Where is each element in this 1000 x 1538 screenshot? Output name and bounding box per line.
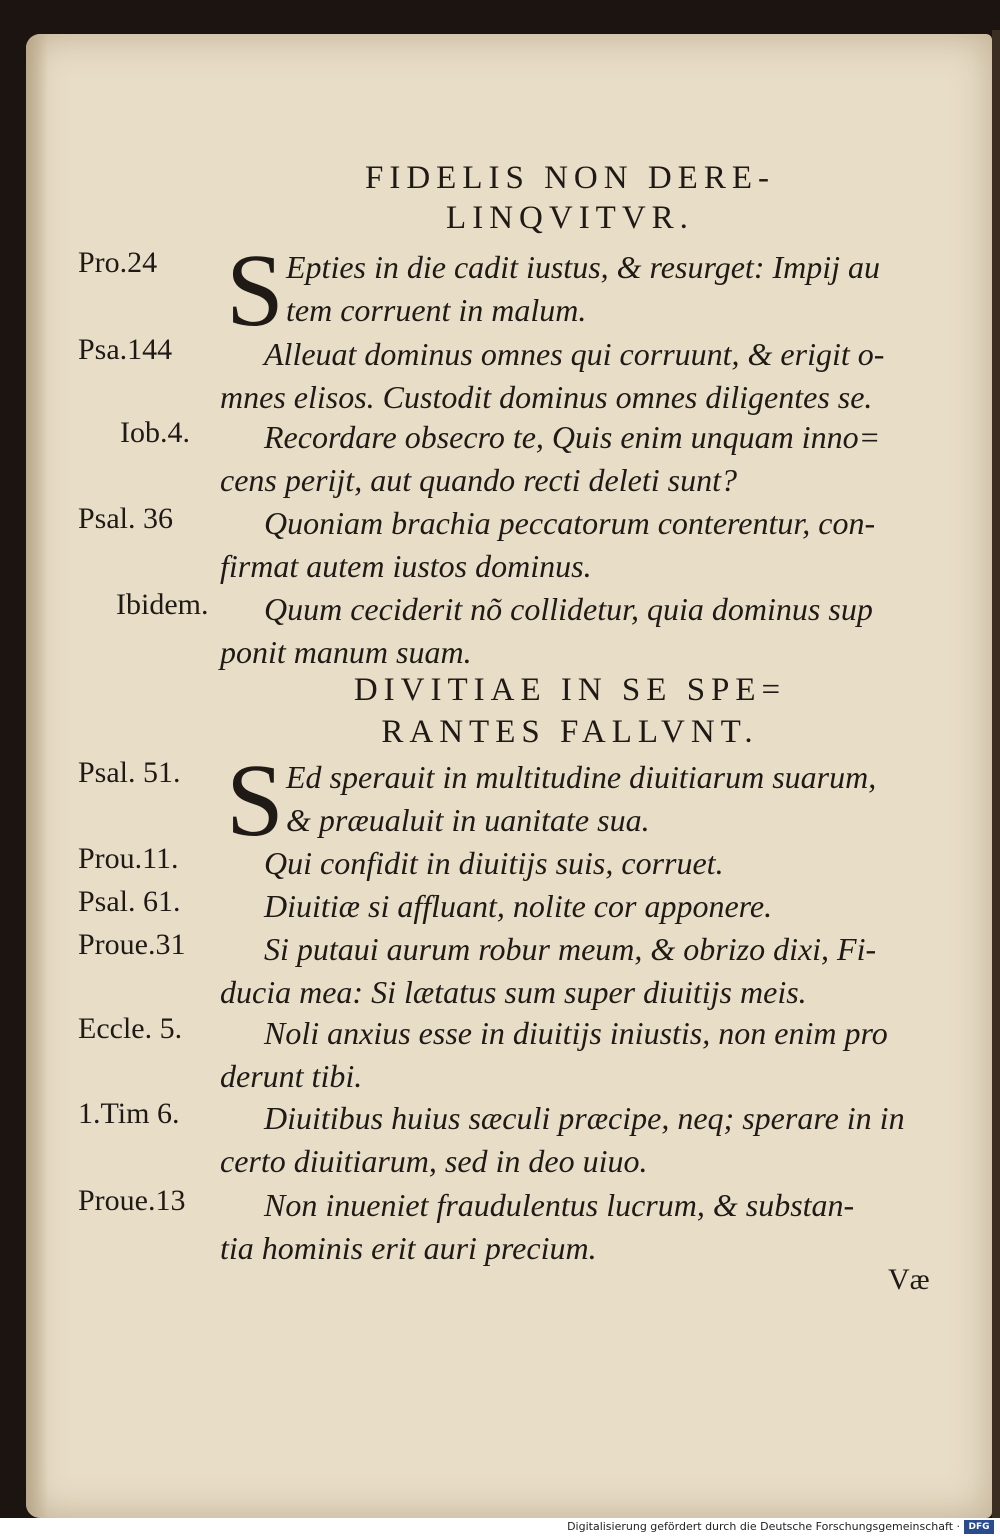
- marginal-reference: Iob.4.: [120, 416, 190, 449]
- verse-line: Diuitiæ si affluant, nolite cor apponere.: [264, 888, 773, 924]
- verse-text: [220, 416, 960, 502]
- section-heading-line-1: FIDELIS NON DERE-: [365, 160, 775, 196]
- verse-line: Quoniam brachia peccatorum conterentur, con-: [264, 505, 876, 541]
- verse-line: tia hominis erit auri precium.: [220, 1230, 597, 1266]
- verse-text: [220, 502, 960, 588]
- verse-line: Si putaui aurum robur meum, & obrizo dixi, Fi-: [264, 931, 877, 967]
- marginal-reference: Proue.13: [78, 1184, 186, 1217]
- footer-credit: Digitalisierung gefördert durch die Deutsche Forschungsgemeinschaft ·: [567, 1520, 960, 1533]
- verse-line: tem corruent in malum.: [286, 292, 587, 328]
- section-heading-line-2: LINQVITVR.: [446, 200, 694, 236]
- verse-line: Noli anxius esse in diuitijs iniustis, non enim pro: [264, 1015, 888, 1051]
- verse-text: [220, 333, 960, 419]
- verse-line: Recordare obsecro te, Quis enim unquam inno=: [264, 419, 881, 455]
- verse-line: Non inueniet fraudulentus lucrum, & substan-: [264, 1187, 855, 1223]
- verse-text: [220, 588, 960, 674]
- digitization-footer: [0, 1518, 1000, 1538]
- verse-text: [220, 885, 960, 928]
- marginal-reference: Ibidem.: [116, 588, 209, 621]
- verse-line: Alleuat dominus omnes qui corruunt, & erigit o-: [264, 336, 885, 372]
- page-gutter: [26, 34, 48, 1518]
- verse-text: [220, 842, 960, 885]
- verse-line: Epties in die cadit iustus, & resurget: Impij au: [286, 249, 881, 285]
- verse-text: [220, 1012, 960, 1098]
- section-heading-line-2: RANTES FALLVNT.: [381, 714, 759, 750]
- verse-line: certo diuitiarum, sed in deo uiuo.: [220, 1143, 648, 1179]
- verse-line: Quum ceciderit nõ collidetur, quia dominus sup: [264, 591, 873, 627]
- drop-cap: S: [226, 233, 284, 348]
- dfg-logo: DFG: [964, 1520, 994, 1534]
- marginal-reference: Pro.24: [78, 246, 158, 279]
- catchword: Væ: [888, 1263, 930, 1296]
- section-heading-line-1: DIVITIAE IN SE SPE=: [353, 672, 787, 708]
- marginal-reference: Psal. 61.: [78, 885, 181, 918]
- drop-cap: S: [226, 743, 284, 858]
- verse-line: Ed sperauit in multitudine diuitiarum suarum,: [286, 759, 877, 795]
- verse-line: ponit manum suam.: [220, 634, 472, 670]
- marginal-reference: Prou.11.: [78, 842, 179, 875]
- verse-line: & præualuit in uanitate sua.: [286, 802, 650, 838]
- verse-line: ducia mea: Si lætatus sum super diuitijs meis.: [220, 974, 807, 1010]
- verse-text: [220, 1097, 960, 1183]
- verse-line: firmat autem iustos dominus.: [220, 548, 592, 584]
- marginal-reference: Psal. 51.: [78, 756, 181, 789]
- verse-line: derunt tibi.: [220, 1058, 363, 1094]
- verse-line: cens perijt, aut quando recti deleti sunt?: [220, 462, 737, 498]
- marginal-reference: Proue.31: [78, 928, 186, 961]
- verse-text: [220, 1184, 960, 1270]
- verse-text: [220, 246, 960, 332]
- marginal-reference: Psal. 36: [78, 502, 174, 535]
- verse-line: Qui confidit in diuitijs suis, corruet.: [264, 845, 724, 881]
- marginal-reference: Eccle. 5.: [78, 1012, 183, 1045]
- verse-line: mnes elisos. Custodit dominus omnes diligentes se.: [220, 379, 873, 415]
- book-spine: [992, 30, 1000, 1520]
- marginal-reference: 1.Tim 6.: [78, 1097, 180, 1130]
- verse-line: Diuitibus huius sæculi præcipe, neq; sperare in in: [264, 1100, 905, 1136]
- marginal-reference: Psa.144: [78, 333, 173, 366]
- verse-text: [220, 756, 960, 842]
- verse-text: [220, 928, 960, 1014]
